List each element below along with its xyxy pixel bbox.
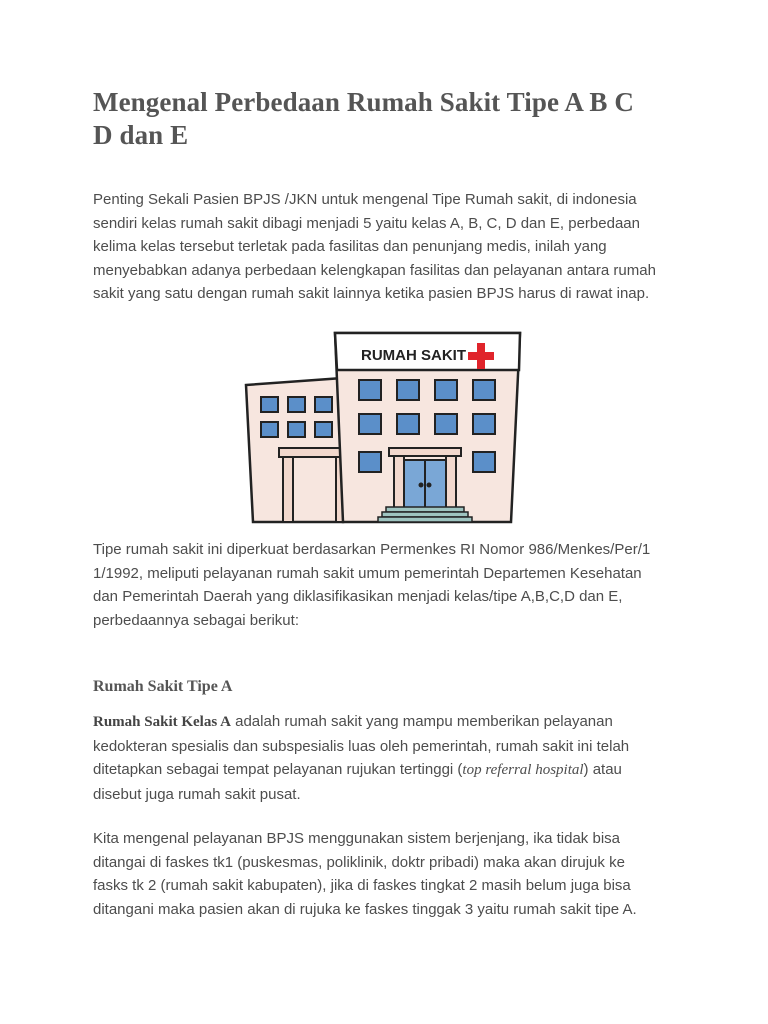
text-line: Tipe rumah sakit ini diperkuat berdasarkan Permenkes RI Nomor 986/Menkes/Per/1	[93, 541, 651, 558]
text-line: sakit yang satu dengan rumah sakit lainnya ketika pasien BPJS harus di rawat inap.	[93, 285, 650, 302]
text-line: menyebabkan adanya perbedaan kelengkapan fasilitas dan pelayanan antara rumah	[93, 261, 656, 279]
text-line: ditangai di faskes tk1 (puskesmas, poliklinik, doktr pribadi) maka akan dirujuk ke	[93, 853, 625, 871]
main-building	[335, 333, 520, 522]
text-line: ditangani maka pasien akan di rujuka ke faskes tinggak 3 yaitu rumah sakit tipe A.	[93, 900, 637, 918]
text-line	[93, 710, 678, 735]
text-fragment: ) atau	[583, 761, 622, 778]
text-line: kedokteran spesialis dan subspesialis luas oleh pemerintah, rumah sakit ini telah	[93, 737, 630, 755]
referral-paragraph	[93, 827, 678, 921]
bold-term: Rumah Sakit Kelas A	[93, 714, 231, 730]
text-line: kelima kelas tersebut terletak pada fasilitas dan penunjang medis, inilah yang	[93, 238, 607, 255]
article-title	[93, 86, 693, 152]
hospital-sign: RUMAH SAKIT	[361, 347, 466, 364]
text-line: sendiri kelas rumah sakit dibagi menjadi 5 yaitu kelas A, B, C, D dan E, perbedaan	[93, 214, 640, 232]
italic-term: top referral hospital	[462, 762, 584, 778]
text-line: 1/1992, meliputi pelayanan rumah sakit umum pemerintah Departemen Kesehatan	[93, 564, 642, 582]
text-line: fasks tk 2 (rumah sakit kabupaten), jika di faskes tingkat 2 masih belum juga bisa	[93, 877, 631, 894]
intro-paragraph	[93, 188, 678, 306]
text-line	[93, 758, 678, 783]
hospital-illustration	[243, 330, 533, 525]
title-line: Mengenal Perbedaan Rumah Sakit Tipe A B C	[93, 87, 634, 117]
text-line: perbedaannya sebagai berikut:	[93, 611, 299, 629]
text-line: Kita mengenal pelayanan BPJS menggunakan sistem berjenjang, ika tidak bisa	[93, 830, 620, 847]
type-a-paragraph	[93, 710, 678, 806]
text-line: dan Pemerintah Daerah yang diklasifikasikan menjadi kelas/tipe A,B,C,D dan E,	[93, 588, 623, 605]
left-wing	[246, 378, 351, 522]
legal-basis-paragraph	[93, 538, 678, 632]
title-line: D dan E	[93, 120, 189, 150]
text-line: Penting Sekali Pasien BPJS /JKN untuk mengenal Tipe Rumah sakit, di indonesia	[93, 191, 637, 208]
section-heading: Rumah Sakit Tipe A	[93, 678, 233, 695]
text-line: disebut juga rumah sakit pusat.	[93, 785, 301, 803]
text-fragment: adalah rumah sakit yang mampu memberikan pelayanan	[230, 713, 613, 730]
text-fragment: ditetapkan sebagai tempat pelayanan rujukan tertinggi (	[93, 761, 463, 778]
